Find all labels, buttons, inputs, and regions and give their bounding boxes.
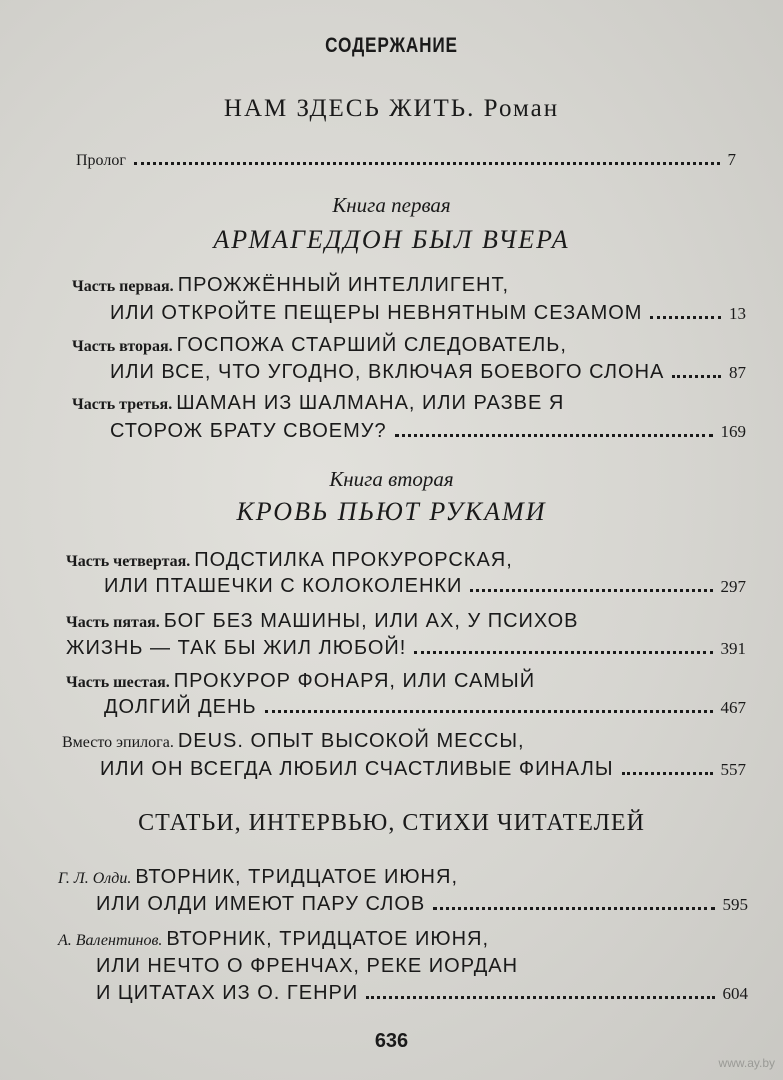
toc-entry-part6[interactable] (66, 670, 535, 693)
toc-entry-article2-line2 (96, 955, 518, 978)
page-number: 636 (374, 1030, 409, 1052)
dot-leader (366, 995, 714, 999)
toc-page-number: 595 (722, 895, 748, 914)
toc-page-number: 467 (720, 698, 746, 717)
novel-title: НАМ ЗДЕСЬ ЖИТЬ. Роман (223, 95, 560, 122)
dot-leader (650, 315, 721, 319)
book1-title: АРМАГЕДДОН БЫЛ ВЧЕРА (213, 225, 570, 254)
toc-page-number: 391 (720, 639, 746, 658)
toc-entry-part5[interactable] (66, 610, 578, 633)
toc-article-title-line2: ИЛИ ОЛДИ ИМЕЮТ ПАРУ СЛОВ (96, 893, 426, 915)
toc-part-title-line2: ИЛИ ОТКРОЙТЕ ПЕЩЕРЫ НЕВНЯТНЫМ СЕЗАМОМ (110, 302, 643, 324)
toc-author: А. Валентинов. (58, 932, 163, 949)
toc-page-number: 169 (720, 422, 746, 441)
book2-title: КРОВЬ ПЬЮТ РУКАМИ (236, 497, 547, 526)
toc-part-title-line2: ИЛИ ПТАШЕЧКИ С КОЛОКОЛЕНКИ (104, 575, 463, 597)
toc-page-number: 604 (722, 984, 748, 1003)
book2-subtitle: Книга вторая (329, 467, 454, 491)
dot-leader (433, 906, 714, 910)
toc-part-label: Вместо эпилога. (62, 734, 174, 751)
dot-leader (395, 433, 713, 437)
toc-part-title-line1: DEUS. ОПЫТ ВЫСОКОЙ МЕССЫ, (177, 730, 525, 752)
toc-entry-part3[interactable] (72, 392, 564, 415)
toc-part-title-line2: СТОРОЖ БРАТУ СВОЕМУ? (110, 420, 387, 442)
toc-part-label: Часть шестая. (66, 674, 170, 691)
toc-part-label: Часть четвертая. (66, 553, 191, 570)
toc-page-number: 87 (729, 363, 746, 382)
toc-page-number: 557 (720, 760, 746, 779)
toc-part-label: Часть третья. (72, 396, 173, 413)
toc-entry-part1[interactable] (72, 274, 509, 297)
toc-article-title-line1: ВТОРНИК, ТРИДЦАТОЕ ИЮНЯ, (135, 866, 459, 888)
toc-entry-prologue[interactable] (76, 150, 736, 170)
toc-entry-part5-line2 (66, 637, 746, 660)
toc-part-title-line1: ШАМАН ИЗ ШАЛМАНА, ИЛИ РАЗВЕ Я (176, 392, 565, 414)
toc-part-title-line1: БОГ БЕЗ МАШИНЫ, ИЛИ АХ, У ПСИХОВ (163, 610, 579, 632)
watermark: www.ay.by (718, 1056, 775, 1070)
dot-leader (672, 374, 721, 378)
dot-leader (414, 650, 712, 654)
toc-article-title-line3: И ЦИТАТАХ ИЗ О. ГЕНРИ (96, 982, 359, 1004)
dot-leader (134, 161, 720, 165)
toc-part-label: Часть первая. (72, 278, 174, 295)
toc-part-title-line2: ЖИЗНЬ — ТАК БЫ ЖИЛ ЛЮБОЙ! (66, 637, 407, 659)
toc-entry-part6-line2 (104, 696, 746, 719)
contents-heading: СОДЕРЖАНИЕ (325, 34, 458, 57)
toc-part-title-line1: ПРОКУРОР ФОНАРЯ, ИЛИ САМЫЙ (173, 670, 536, 692)
dot-leader (470, 588, 712, 592)
toc-entry-part2[interactable] (72, 334, 567, 357)
toc-article-title-line1: ВТОРНИК, ТРИДЦАТОЕ ИЮНЯ, (166, 928, 490, 950)
toc-entry-part3-line2 (110, 420, 746, 443)
section-title-articles: СТАТЬИ, ИНТЕРВЬЮ, СТИХИ ЧИТАТЕЛЕЙ (138, 810, 645, 836)
toc-entry-part1-line2 (110, 302, 746, 325)
toc-entry-label: Пролог (76, 152, 126, 169)
toc-part-label: Часть пятая. (66, 614, 160, 631)
toc-entry-part4-line2 (104, 575, 746, 598)
toc-part-title-line2: ИЛИ ВСЕ, ЧТО УГОДНО, ВКЛЮЧАЯ БОЕВОГО СЛОНА (110, 361, 665, 383)
toc-entry-article2[interactable] (58, 928, 489, 951)
toc-part-title-line2: ДОЛГИЙ ДЕНЬ (104, 696, 257, 718)
toc-part-title-line1: ПРОЖЖЁННЫЙ ИНТЕЛЛИГЕНТ, (177, 274, 510, 296)
toc-page-number: 7 (727, 150, 736, 169)
toc-part-title-line2: ИЛИ ОН ВСЕГДА ЛЮБИЛ СЧАСТЛИВЫЕ ФИНАЛЫ (100, 758, 614, 780)
toc-part-title-line1: ГОСПОЖА СТАРШИЙ СЛЕДОВАТЕЛЬ, (176, 334, 567, 356)
toc-author: Г. Л. Олди. (58, 870, 132, 887)
toc-entry-part4[interactable] (66, 549, 513, 572)
toc-page-number: 13 (729, 304, 746, 323)
book1-subtitle: Книга первая (332, 193, 451, 217)
dot-leader (622, 771, 713, 775)
toc-entry-part2-line2 (110, 361, 746, 384)
toc-page-number: 297 (720, 577, 746, 596)
toc-entry-article2-line3 (96, 982, 748, 1005)
toc-article-title-line2: ИЛИ НЕЧТО О ФРЕНЧАХ, РЕКЕ ИОРДАН (96, 955, 519, 977)
toc-part-label: Часть вторая. (72, 338, 173, 355)
toc-entry-article1-line2 (96, 893, 748, 916)
toc-entry-epilogue-line2 (100, 758, 746, 781)
toc-entry-article1[interactable] (58, 866, 458, 889)
toc-part-title-line1: ПОДСТИЛКА ПРОКУРОРСКАЯ, (194, 549, 513, 571)
toc-entry-epilogue[interactable] (62, 730, 525, 753)
dot-leader (265, 709, 713, 713)
